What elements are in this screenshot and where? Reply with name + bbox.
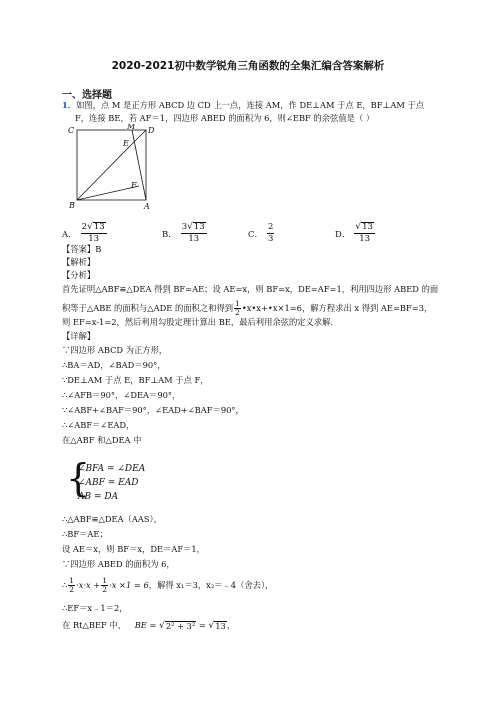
label-f: F bbox=[131, 181, 137, 190]
option-d-radicand: 13 bbox=[362, 222, 373, 232]
option-d-denominator: 13 bbox=[359, 234, 371, 244]
option-b-fraction: 3 √ 13 13 bbox=[181, 222, 205, 244]
label-c: C bbox=[68, 126, 75, 135]
option-d-fraction: √ 13 13 bbox=[355, 222, 373, 244]
option-b-denominator: 13 bbox=[188, 234, 200, 244]
option-c[interactable] bbox=[248, 222, 274, 245]
section-heading: 一、选择题 bbox=[62, 90, 112, 101]
option-d[interactable] bbox=[335, 222, 375, 245]
be-radicand-2: 13 bbox=[215, 621, 226, 631]
analysis-line-1: 首先证明△ABF≌△DEA 得到 BF=AE；设 AE=x，则 BF=x，DE=AF=1，利用四边形 ABED 的面 bbox=[62, 284, 439, 294]
half-den: 2 bbox=[235, 308, 240, 317]
step-11: ∵四边形 ABED 的面积为 6， bbox=[62, 559, 175, 569]
detail-tag: 【详解】 bbox=[62, 331, 96, 341]
eq-f1-num: 1 bbox=[69, 576, 75, 585]
step-8: ∴△ABF≌△DEA（AAS）， bbox=[62, 514, 162, 524]
step-7: 在△ABF 和△DEA 中 bbox=[62, 435, 142, 445]
question-text-1: 如图，点 M 是正方形 ABCD 边 CD 上一点，连接 AM，作 DE⊥AM 于点 E，BF⊥AM 于点 bbox=[76, 100, 425, 110]
segment-bf bbox=[77, 186, 139, 200]
answer-line: 【答案】B bbox=[62, 244, 102, 254]
be-lhs: BE = bbox=[134, 620, 157, 630]
label-e: E bbox=[123, 139, 129, 148]
option-a[interactable] bbox=[62, 222, 107, 245]
eq-f2-den: 2 bbox=[102, 585, 108, 594]
step-10: 设 AE＝x，则 BF＝x，DE＝AF＝1， bbox=[62, 544, 205, 554]
option-a-fraction: 2 √ 13 13 bbox=[81, 222, 105, 244]
analysis-line-3: 则 EF=x-1=2，然后利用勾股定理计算出 BE，最后利用余弦的定义求解． bbox=[62, 317, 339, 327]
option-b[interactable] bbox=[162, 222, 207, 245]
be-sqrt-1: √ 2² + 3² bbox=[159, 621, 196, 631]
question-text-2: F，连接 BE，若 AF＝1，四边形 ABED 的面积为 6，则∠EBF 的余弦值是（ ） bbox=[75, 113, 375, 123]
step-3: ∵DE⊥AM 于点 E，BF⊥AM 于点 F， bbox=[62, 375, 209, 385]
analysis-text-2a: 积等于△ABE 的面积与△ADE 的面积之和得到 bbox=[62, 303, 234, 313]
half-fraction bbox=[234, 300, 241, 317]
be-sqrt-2: √ 13 bbox=[208, 621, 226, 631]
system-row-1: ∠BFA = ∠DEA bbox=[78, 464, 146, 474]
segment-be bbox=[77, 144, 132, 200]
option-d-letter: D． bbox=[335, 229, 351, 240]
system-row-3: AB = DA bbox=[78, 492, 119, 502]
system-brace: { bbox=[66, 456, 91, 500]
be-equals: = bbox=[198, 620, 206, 630]
option-b-letter: B． bbox=[162, 229, 177, 240]
eq-term-2: ·x ×1 = 6 bbox=[109, 580, 149, 590]
option-a-letter: A． bbox=[62, 229, 77, 240]
option-c-denominator: 3 bbox=[268, 234, 274, 244]
eq-solution: ，解得 x₁＝3，x₂＝﹣4（舍去）， bbox=[148, 580, 274, 590]
label-a: A bbox=[144, 202, 150, 210]
option-a-radicand: 13 bbox=[93, 222, 105, 232]
be-prefix: 在 Rt△BEF 中， bbox=[62, 620, 127, 630]
option-a-denominator: 13 bbox=[88, 234, 100, 244]
area-equation bbox=[62, 577, 442, 594]
eq-fraction-2 bbox=[101, 577, 108, 594]
therefore-sign: ∴ bbox=[62, 580, 68, 590]
jiexi-tag: 【解析】 bbox=[62, 257, 96, 267]
question-number: 1． bbox=[62, 100, 77, 110]
step-2: ∴BA＝AD，∠BAD＝90°， bbox=[62, 360, 166, 370]
analysis-line-2 bbox=[62, 300, 442, 317]
option-c-letter: C． bbox=[248, 229, 264, 240]
eq-term-1: ·x·x + bbox=[76, 580, 101, 590]
step-9: ∴BF＝AE； bbox=[62, 529, 108, 539]
eq-f2-num: 1 bbox=[102, 576, 108, 585]
half-num: 1 bbox=[235, 299, 240, 308]
option-a-coef: 2 bbox=[81, 222, 88, 232]
step-5: ∵∠ABF+∠BAF＝90°，∠EAD+∠BAF＝90°， bbox=[62, 405, 244, 415]
segment-de bbox=[132, 130, 146, 144]
label-m: M bbox=[127, 124, 136, 131]
step-ef: ∴EF＝x﹣1＝2， bbox=[62, 603, 128, 613]
option-b-coef: 3 bbox=[181, 222, 188, 232]
question-line-1 bbox=[62, 100, 442, 111]
eq-fraction-1 bbox=[68, 577, 75, 594]
system-row-2: ∠ABF = EAD bbox=[78, 478, 139, 488]
option-b-radicand: 13 bbox=[193, 222, 205, 232]
be-suffix: ， bbox=[226, 620, 236, 630]
be-radicand-1: 2² + 3² bbox=[165, 621, 196, 631]
document-title: 2020-2021初中数学锐角三角函数的全集汇编含答案解析 bbox=[111, 60, 385, 72]
label-b: B bbox=[69, 201, 75, 210]
fenxi-tag: 【分析】 bbox=[62, 270, 96, 280]
step-1: ∵四边形 ABCD 为正方形， bbox=[62, 345, 168, 355]
step-4: ∴∠AFB＝90°，∠DEA＝90°， bbox=[62, 390, 181, 400]
step-6: ∴∠ABF＝∠EAD， bbox=[62, 420, 135, 430]
label-d: D bbox=[148, 126, 155, 135]
analysis-text-2b: •x•x+•x×1=6，解方程求出 x 得到 AE=BF=3， bbox=[241, 303, 433, 313]
option-c-numerator: 2 bbox=[268, 222, 274, 232]
be-equation bbox=[62, 620, 442, 631]
square-figure bbox=[64, 124, 164, 210]
option-c-fraction bbox=[267, 222, 274, 245]
eq-f1-den: 2 bbox=[69, 585, 75, 594]
